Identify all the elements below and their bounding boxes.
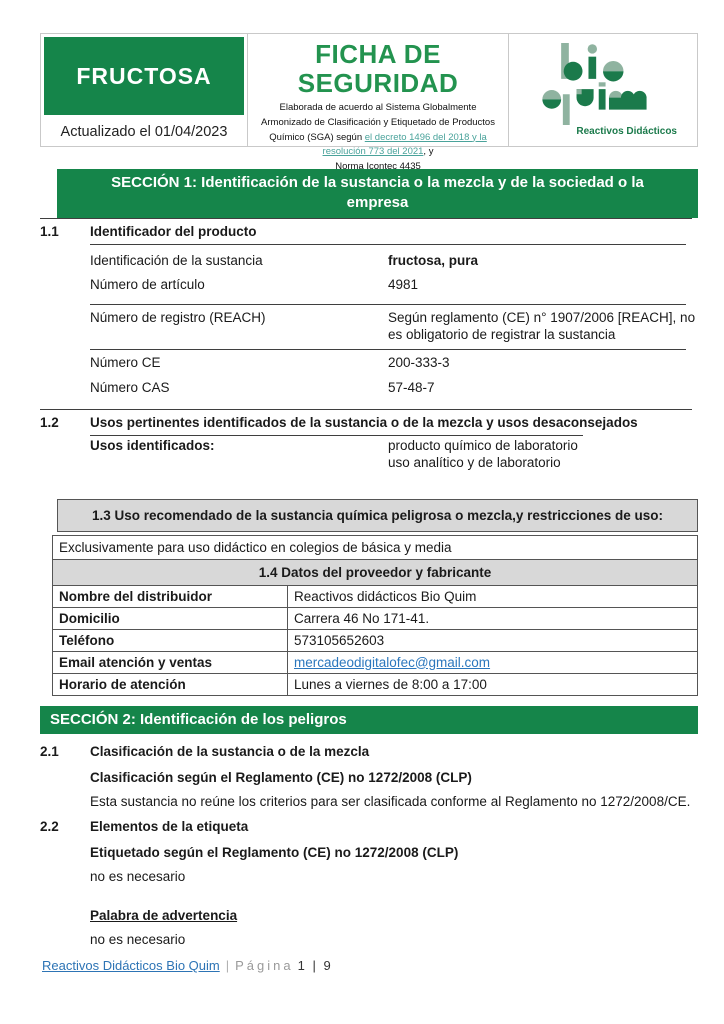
field-label: Número CE bbox=[90, 355, 161, 370]
table-row-phone bbox=[53, 629, 698, 651]
divider bbox=[90, 244, 686, 245]
field-value: Según reglamento (CE) n° 1907/2006 [REACH], no es obligatorio de registrar la sustancia bbox=[388, 310, 696, 343]
subtitle-after: , y bbox=[423, 146, 434, 158]
divider bbox=[40, 409, 692, 410]
row-label: Teléfono bbox=[53, 629, 288, 651]
field-label: Número CAS bbox=[90, 379, 170, 395]
document-subtitle bbox=[258, 101, 498, 175]
heading-2-1 bbox=[40, 744, 698, 759]
field-value: 57-48-7 bbox=[388, 379, 435, 395]
field-label: Identificación de la sustancia bbox=[90, 252, 263, 268]
product-name: FRUCTOSA bbox=[76, 62, 212, 89]
supplier-table bbox=[52, 559, 698, 696]
heading-1-1 bbox=[40, 224, 698, 239]
labeling-heading: Etiquetado según el Reglamento (CE) no 1272/2008 (CLP) bbox=[90, 844, 459, 860]
bioquim-logo-icon bbox=[529, 43, 677, 125]
supplier-table-title: 1.4 Datos del proveedor y fabricante bbox=[53, 559, 698, 585]
footer-page-label: Página bbox=[235, 958, 294, 973]
divider bbox=[40, 218, 692, 219]
field-row-article-number bbox=[40, 277, 698, 294]
heading-text: Clasificación de la sustancia o de la mezcla bbox=[90, 743, 370, 759]
field-row-substance-id bbox=[40, 253, 698, 270]
header-title-cell bbox=[248, 34, 509, 173]
row-label: Horario de atención bbox=[53, 673, 288, 695]
field-row-cas-number bbox=[40, 380, 698, 397]
decree-link[interactable]: el decreto 1496 del 2018 y la resolución 773 del 2021 bbox=[322, 131, 487, 158]
field-row-ce-number bbox=[40, 355, 698, 372]
field-value: 200-333-3 bbox=[388, 355, 450, 370]
table-row-hours bbox=[53, 673, 698, 695]
clp-classification-text: Esta sustancia no reúne los criterios para ser clasificada conforme al Reglamento no 1272/2008/CE. bbox=[90, 793, 691, 809]
field-label: Número de registro (REACH) bbox=[90, 310, 266, 326]
field-row-reach-number bbox=[40, 310, 698, 344]
row-label: Email atención y ventas bbox=[53, 651, 288, 673]
document-header bbox=[40, 33, 698, 173]
subtitle-text: Elaborada de acuerdo al Sistema Globalmente Armonizado de Clasificación y Etiquetado de Productos Químico (SGA) según bbox=[261, 102, 495, 143]
document-title: FICHA DE SEGURIDAD bbox=[297, 39, 459, 98]
field-value: 4981 bbox=[388, 277, 419, 293]
divider bbox=[90, 349, 686, 350]
table-row-distributor bbox=[53, 585, 698, 607]
heading-text: Usos pertinentes identificados de la sustancia o de la mezcla y usos desaconsejados bbox=[90, 414, 638, 430]
heading-text: Elementos de la etiqueta bbox=[90, 818, 249, 834]
header-left-cell bbox=[41, 34, 248, 146]
row-value: Lunes a viernes de 8:00 a 17:00 bbox=[288, 673, 698, 695]
row-value bbox=[288, 651, 698, 673]
table-row-address bbox=[53, 607, 698, 629]
clp-classification-heading: Clasificación según el Reglamento (CE) no 1272/2008 (CLP) bbox=[90, 769, 472, 785]
footer-page-number: 1 | 9 bbox=[297, 958, 333, 973]
use-line-2: uso analítico y de laboratorio bbox=[388, 454, 561, 470]
row-label: Nombre del distribuidor bbox=[53, 585, 288, 607]
recommended-use-header: 1.3 Uso recomendado de la sustancia química peligrosa o mezcla,y restricciones de uso: bbox=[57, 499, 698, 532]
section1-title-band: SECCIÓN 1: Identificación de la sustancia o la mezcla y de la sociedad o la empresa bbox=[57, 169, 698, 218]
table-row-email bbox=[53, 651, 698, 673]
divider bbox=[90, 304, 686, 305]
field-label: Número de artículo bbox=[90, 277, 205, 293]
row-value: 573105652603 bbox=[288, 629, 698, 651]
field-value bbox=[388, 438, 698, 472]
email-link[interactable]: mercadeodigitalofec@gmail.com bbox=[294, 654, 491, 670]
field-row-identified-uses bbox=[40, 438, 698, 472]
row-value: Carrera 46 No 171-41. bbox=[288, 607, 698, 629]
subtitle-norm: Norma Icontec 4435 bbox=[335, 161, 421, 173]
heading-text: Identificador del producto bbox=[90, 223, 257, 239]
heading-number: 1.2 bbox=[40, 414, 59, 430]
signal-word-text: no es necesario bbox=[90, 931, 186, 947]
heading-number: 1.1 bbox=[40, 223, 59, 239]
logo-tagline: Reactivos Didácticos bbox=[576, 126, 677, 137]
heading-2-2 bbox=[40, 819, 698, 834]
row-label: Domicilio bbox=[53, 607, 288, 629]
product-name-banner bbox=[44, 37, 244, 115]
updated-date: Actualizado el 01/04/2023 bbox=[60, 124, 228, 140]
table-header-row bbox=[53, 559, 698, 585]
field-value: fructosa, pura bbox=[388, 252, 479, 268]
header-logo-cell bbox=[509, 34, 697, 146]
page-footer bbox=[42, 958, 333, 973]
labeling-text: no es necesario bbox=[90, 868, 186, 884]
signal-word-heading: Palabra de advertencia bbox=[90, 907, 238, 923]
divider bbox=[90, 435, 583, 436]
heading-number: 2.1 bbox=[40, 743, 59, 759]
heading-1-2 bbox=[40, 415, 698, 430]
heading-number: 2.2 bbox=[40, 818, 59, 834]
use-line-1: producto químico de laboratorio bbox=[388, 437, 578, 453]
field-label: Usos identificados: bbox=[90, 437, 215, 453]
row-value: Reactivos didácticos Bio Quim bbox=[288, 585, 698, 607]
recommended-use-content: Exclusivamente para uso didáctico en colegios de básica y media bbox=[52, 535, 698, 560]
footer-company-link[interactable]: Reactivos Didácticos Bio Quim bbox=[42, 958, 220, 973]
section2-title-band: SECCIÓN 2: Identificación de los peligros bbox=[40, 706, 698, 734]
footer-separator: | bbox=[225, 958, 230, 973]
